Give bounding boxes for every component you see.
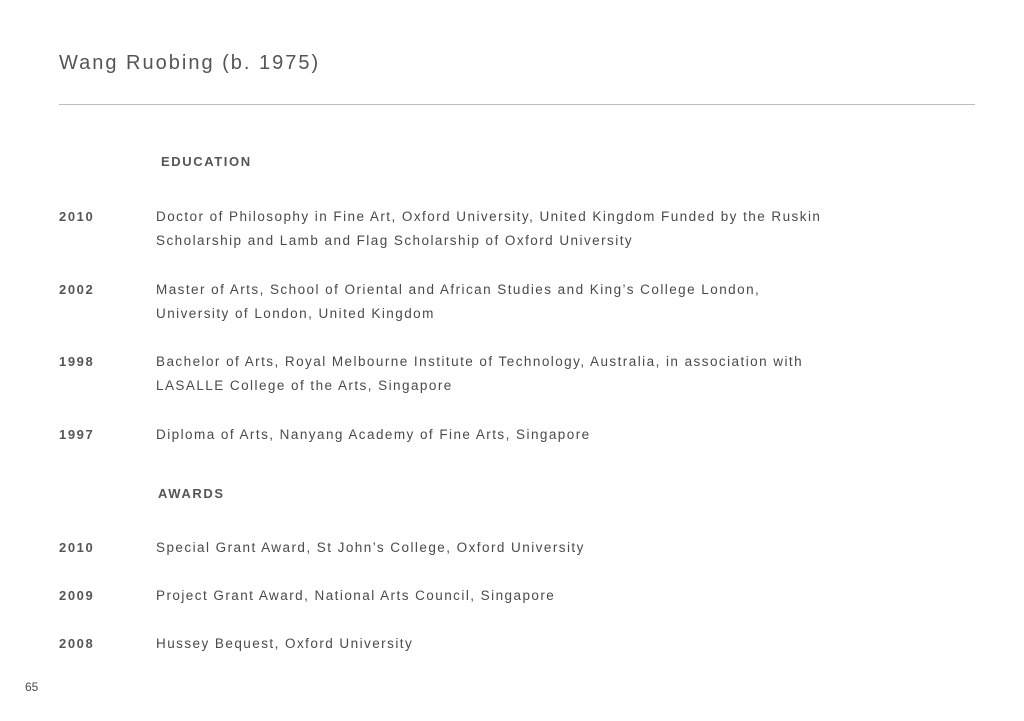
entry-description: [156, 584, 976, 608]
entry-description-line: Master of Arts, School of Oriental and African Studies and King’s College London,: [156, 282, 761, 297]
entry-description-line: Bachelor of Arts, Royal Melbourne Institute of Technology, Australia, in association with: [156, 354, 804, 369]
entry-description: [156, 536, 976, 560]
entry-description-line: Scholarship and Lamb and Flag Scholarship of Oxford University: [156, 233, 634, 248]
entry-description-line: Doctor of Philosophy in Fine Art, Oxford University, United Kingdom Funded by the Ruskin: [156, 209, 822, 224]
entry-year: 2009: [59, 588, 95, 603]
entry-description-line: Hussey Bequest, Oxford University: [156, 636, 414, 651]
page-title: Wang Ruobing (b. 1975): [59, 52, 321, 74]
entry-year: 2002: [59, 282, 95, 297]
entry-description-line: LASALLE College of the Arts, Singapore: [156, 378, 453, 393]
entry-year: 1997: [59, 427, 95, 442]
awards-heading: AWARDS: [158, 486, 225, 501]
entry-description-line: University of London, United Kingdom: [156, 306, 435, 321]
entry-description: [156, 423, 976, 447]
entry-description-line: Project Grant Award, National Arts Council, Singapore: [156, 588, 556, 603]
entry-description-line: Special Grant Award, St John’s College, Oxford University: [156, 540, 585, 555]
entry-description: [156, 205, 976, 253]
entry-description-line: Diploma of Arts, Nanyang Academy of Fine Arts, Singapore: [156, 427, 591, 442]
entry-description: [156, 350, 976, 398]
page-number: 65: [25, 680, 39, 694]
entry-year: 2010: [59, 540, 95, 555]
entry-description: [156, 632, 976, 656]
title-divider: [59, 104, 975, 105]
entry-year: 2010: [59, 209, 95, 224]
education-heading: EDUCATION: [161, 154, 252, 169]
entry-year: 2008: [59, 636, 95, 651]
entry-description: [156, 278, 976, 326]
entry-year: 1998: [59, 354, 95, 369]
